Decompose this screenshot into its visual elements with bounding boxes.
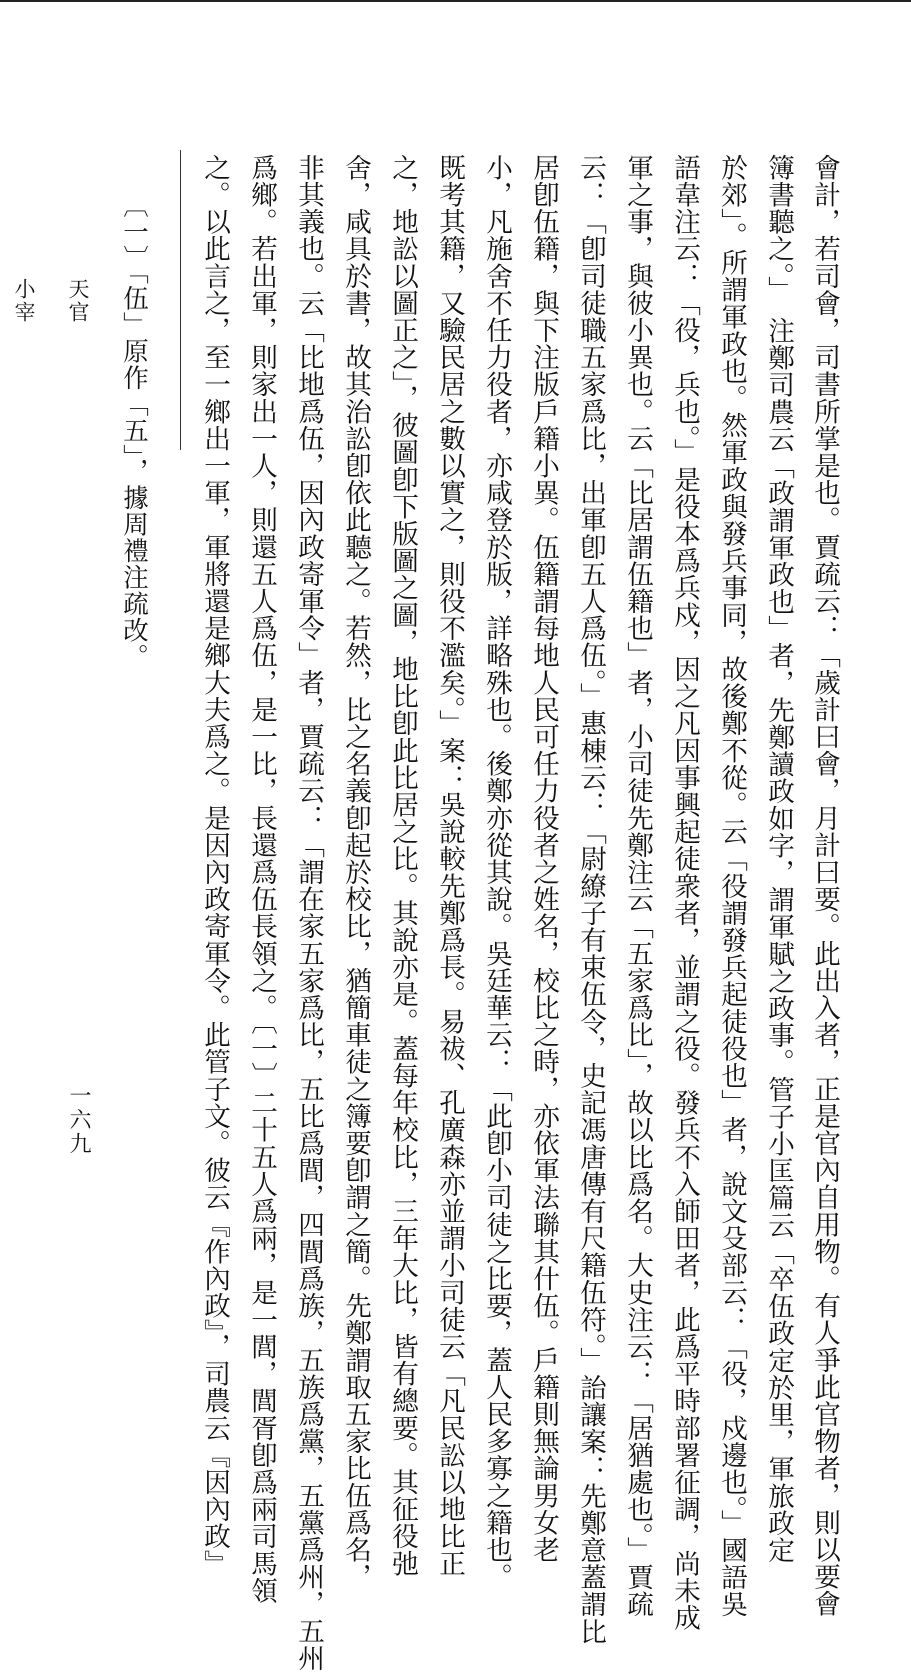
text-column: 會計，若司會，司書所掌是也。賈疏云：「歲計曰會，月計曰要。此出入者，正是官內自用物。有人爭此官物者，則以要會 bbox=[809, 154, 840, 1618]
text-column: 居卽伍籍，與下注版戶籍小異。伍籍謂每地人民可任力役者之姓名，校比之時，亦依軍法聯其什伍。戶籍則無論男女老 bbox=[528, 154, 559, 1564]
running-head-section: 小宰 bbox=[12, 278, 36, 324]
text-column: 簿書聽之。」 注鄭司農云「政謂軍政也」者，先鄭讀政如字，謂軍賦之政事。管子小匡篇云「卒伍政定於里，軍旅政定 bbox=[763, 154, 794, 1564]
text-column: 軍之事，與彼小異也。云「比居謂伍籍也」者，小司徒先鄭注云「五家爲比」，故以比爲名。大史注云：「居猶處也。」賈疏 bbox=[622, 154, 653, 1618]
page-number: 一六九 bbox=[66, 1084, 91, 1156]
text-column: 既考其籍，又驗民居之數以實之，則役不濫矣。」案：吳說較先鄭爲長。易祓、孔廣森亦並謂小司徒云「凡民訟以地比正 bbox=[434, 154, 465, 1577]
text-column: 爲鄉。若出軍，則家出一人，則還五人爲伍，是一比，長還爲伍長領之。〔一〕二十五人爲兩，是一閭，閭胥卽爲兩司馬領 bbox=[246, 154, 277, 1605]
text-column: 非其義也。云「比地爲伍，因內政寄軍令」者，賈疏云：「謂在家五家爲比，五比爲閭，四閭爲族，五族爲黨，五黨爲州，五州 bbox=[293, 154, 324, 1672]
footnote: 〔一〕「伍」原作「五」，據周禮注疏改。 bbox=[119, 192, 149, 670]
text-column: 語韋注云：「役，兵也。」是役本爲兵戍，因之凡因事興起徒衆者，並謂之役。發兵不入師田者，此爲平時部署征調，尚未成 bbox=[669, 154, 700, 1632]
text-column: 舍，咸具於書，故其治訟卽依此聽之。若然，比之名義卽起於校比，猶簡車徒之簿要卽謂之簡。先鄭謂取五家比伍爲名， bbox=[340, 154, 371, 1591]
top-border-rule bbox=[0, 0, 911, 2]
text-column: 於郊」。所謂軍政也。然軍政與發兵事同，故後鄭不從。云「役謂發兵起徒役也」者，說文殳部云：「役，戍邊也。」國語吳 bbox=[716, 154, 747, 1618]
text-column: 之，地訟以圖正之」，彼圖卽下版圖之圖，地比卽此比居之比。其說亦是。蓋每年校比，三年大比，皆有總要。其征役弛 bbox=[387, 154, 418, 1577]
text-column: 小，凡施舍不任力役者，亦咸登於版，詳略殊也。後鄭亦從其說。吳廷華云：「此卽小司徒之比要，蓋人民多寡之籍也。 bbox=[481, 154, 512, 1591]
text-column: 之。以此言之，至一鄉出一軍，軍將還是鄉大夫爲之。是因內政寄軍令。此管子文。彼云『作內政』，司農云『因內政』 bbox=[199, 154, 230, 1577]
footnote-separator bbox=[180, 150, 181, 450]
running-head-juan: 天官 bbox=[66, 278, 90, 324]
text-column: 云：「卽司徒職五家爲比，出軍卽五人爲伍。」惠棟云：「尉繚子有束伍令，史記馮唐傳有尺籍伍符。」詒讓案：先鄭意蓋謂比 bbox=[575, 154, 606, 1645]
running-head bbox=[12, 278, 93, 324]
